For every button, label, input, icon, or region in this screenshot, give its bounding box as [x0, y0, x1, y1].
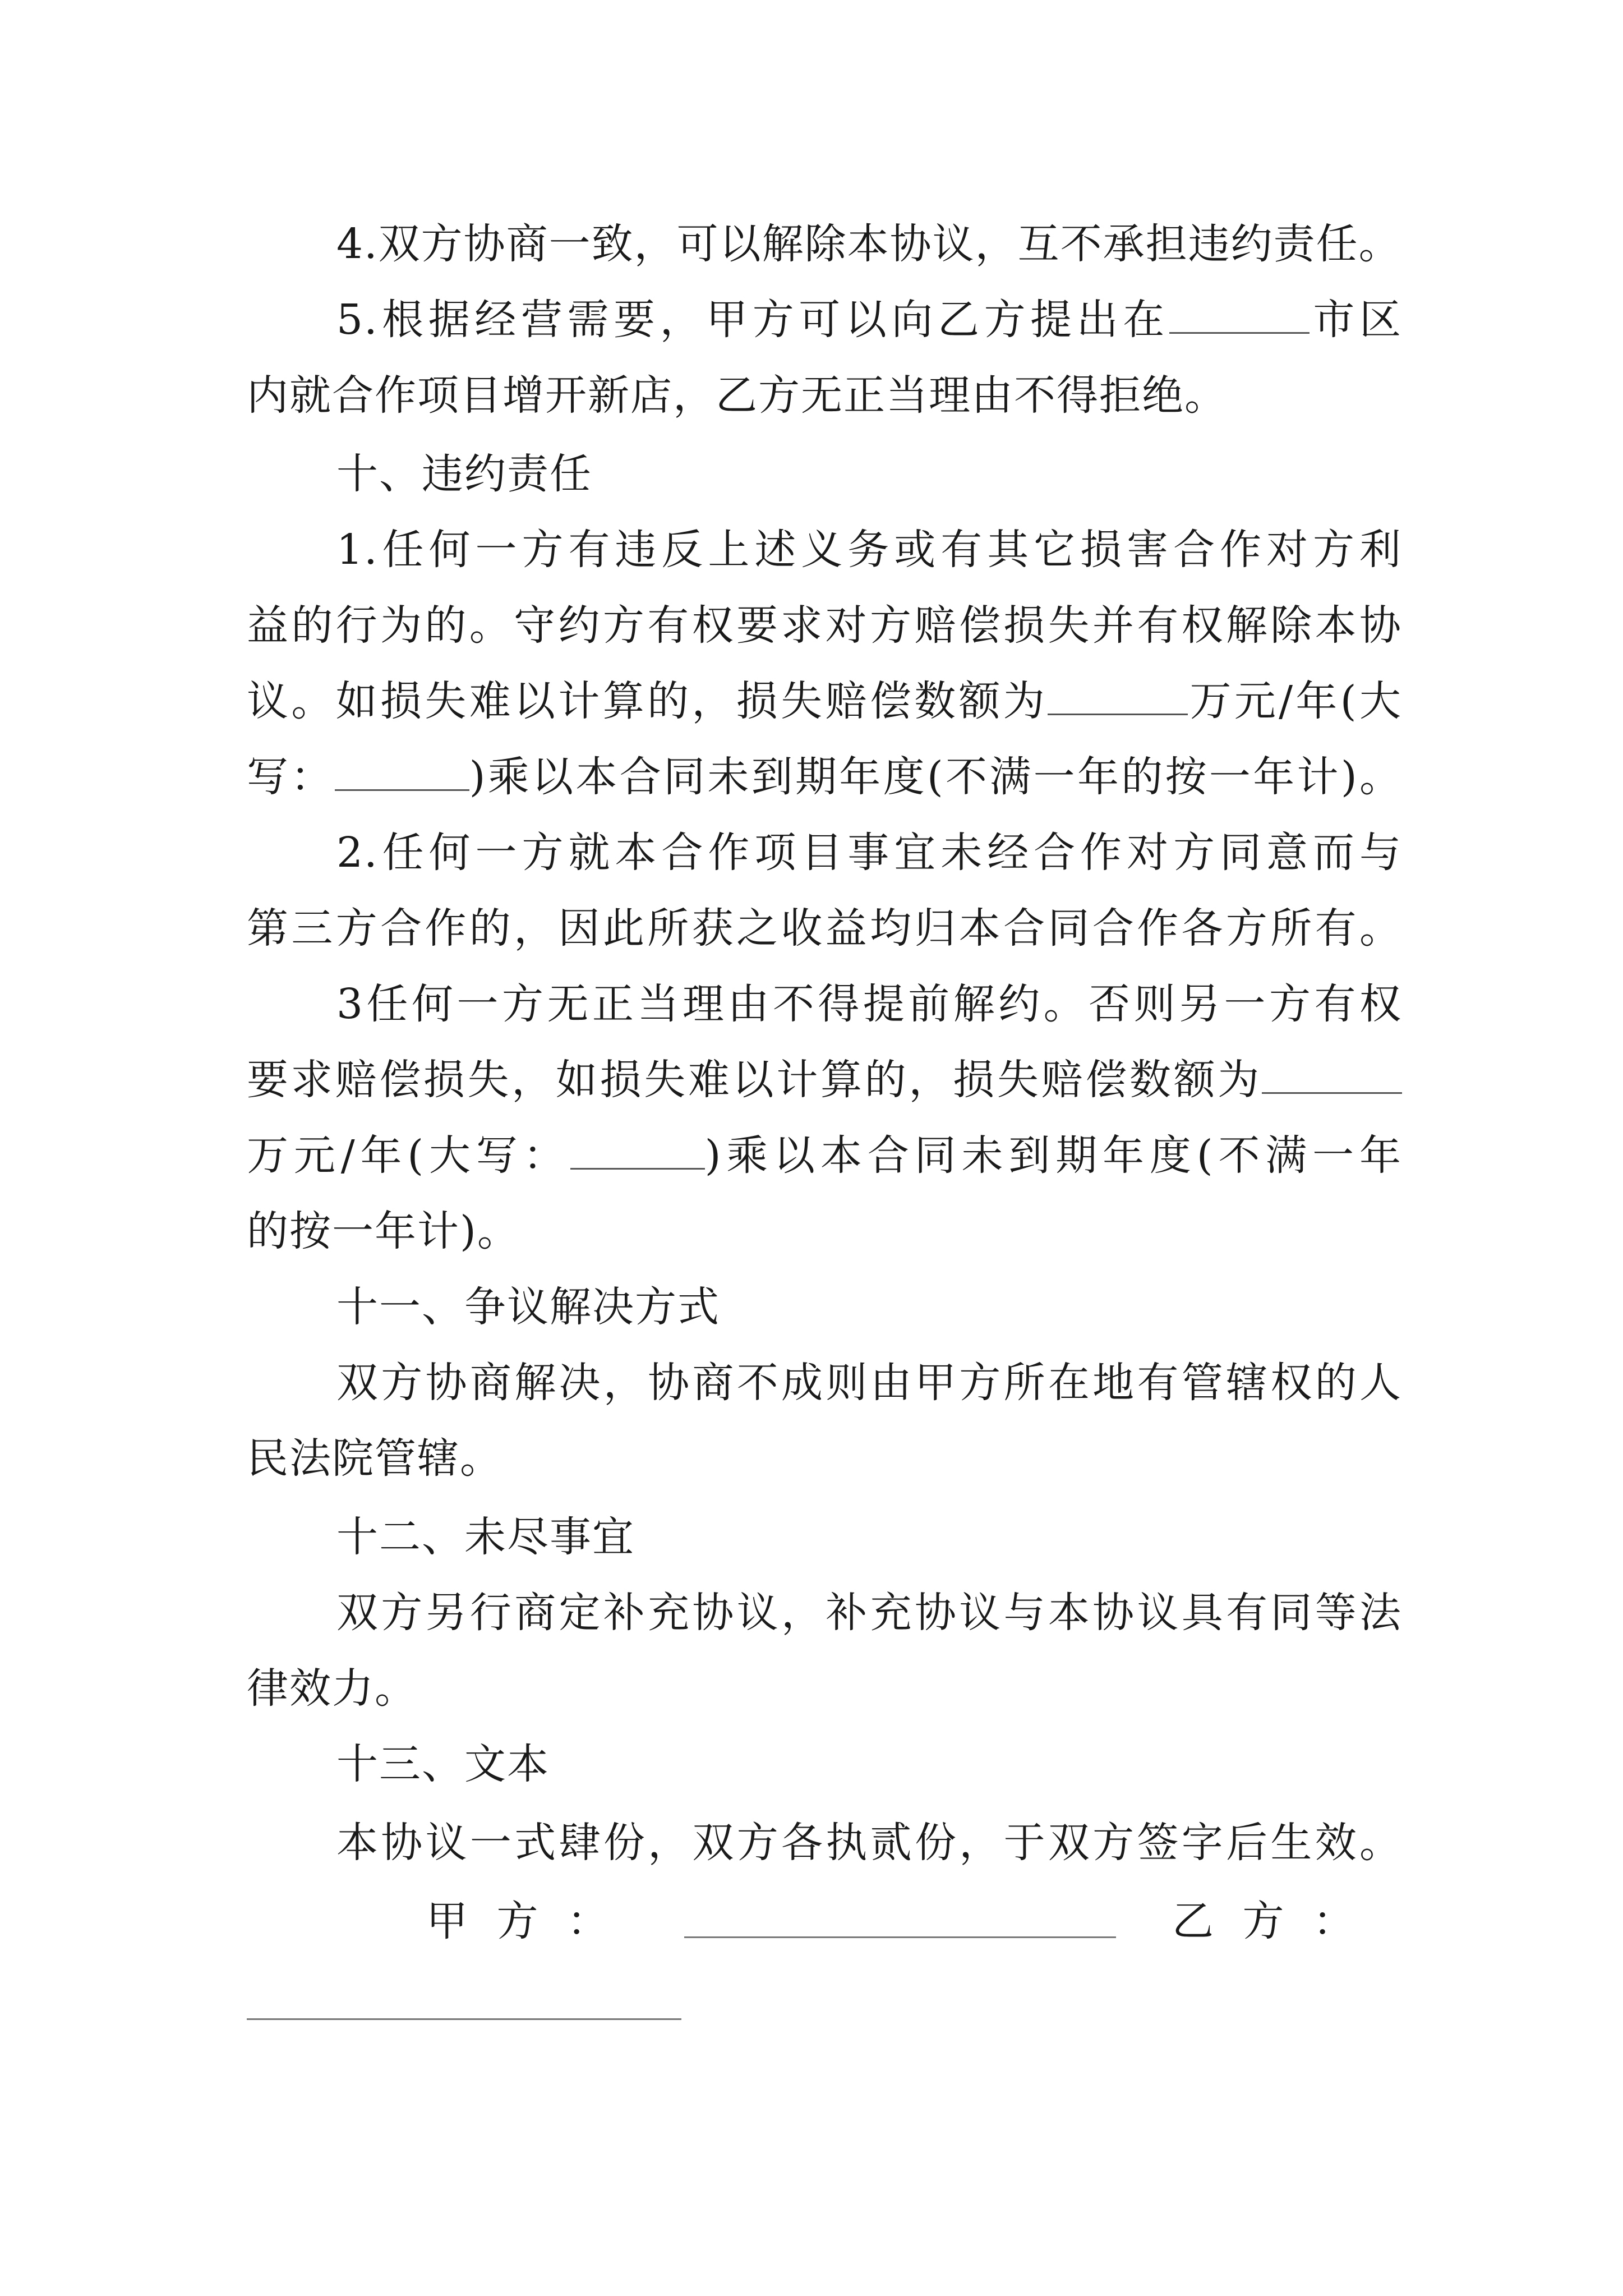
section-heading: 十一、争议解决方式: [336, 1283, 720, 1331]
section-heading-copies: [336, 1733, 1402, 1795]
clause-10-item-3-line-1: [336, 973, 1402, 1035]
clause-text: 民法院管辖。: [247, 1434, 502, 1483]
clause-text: 第三方合作的，因此所获之收益均归本合同合作各方所有。: [247, 904, 1402, 953]
clause-text: 4.双方协商一致，可以解除本协议，互不承担违约责任。: [336, 220, 1401, 268]
clause-9-item-4: [336, 213, 1402, 275]
clause-text: 双方另行商定补充协议，补充协议与本协议具有同等法: [336, 1589, 1402, 1637]
fill-blank-amount-in-words[interactable]: [335, 754, 469, 791]
clause-text: 本协议一式肆份，双方各执贰份，于双方签字后生效。: [336, 1819, 1402, 1867]
clause-10-item-3-line-2: [247, 1049, 1402, 1111]
clause-text: 市区: [1309, 296, 1402, 344]
section-heading-breach-liability: [336, 443, 1402, 505]
clause-text: )乘以本合同未到期年度(不满一年: [704, 1131, 1402, 1180]
clause-10-item-2-line-2: [247, 898, 1402, 959]
clause-9-item-5-line-1: [336, 289, 1402, 351]
clause-text: 内就合作项目增开新店，乙方无正当理由不得拒绝。: [247, 371, 1227, 420]
clause-text: 律效力。: [247, 1664, 417, 1713]
section-heading: 十二、未尽事宜: [336, 1513, 635, 1561]
clause-text: 万元/年(大写：: [247, 1131, 570, 1180]
section-heading-other-matters: [336, 1506, 1402, 1568]
party-a-signature-line[interactable]: [684, 1936, 1116, 1938]
clause-text: 5.根据经营需要，甲方可以向乙方提出在: [336, 296, 1169, 344]
clause-10-item-1-line-1: [336, 519, 1402, 581]
fill-blank-city[interactable]: [1169, 297, 1310, 334]
clause-13-line-1: [336, 1812, 1402, 1874]
clause-10-item-1-line-4: [247, 746, 1402, 808]
section-heading: 十三、文本: [336, 1740, 550, 1788]
clause-text: 1.任何一方有违反上述义务或有其它损害合作对方利: [336, 526, 1402, 574]
clause-10-item-1-line-2: [247, 595, 1402, 656]
section-heading-dispute-resolution: [336, 1276, 1402, 1338]
clause-10-item-2-line-1: [336, 822, 1402, 884]
clause-text: 要求赔偿损失，如损失难以计算的，损失赔偿数额为: [247, 1056, 1262, 1104]
clause-12-line-2: [247, 1658, 1402, 1719]
clause-text: 2.任何一方就本合作项目事宜未经合作对方同意而与: [336, 829, 1402, 877]
party-b-signature-line[interactable]: [247, 2018, 681, 2020]
section-heading: 十、违约责任: [336, 450, 592, 498]
clause-text: 双方协商解决，协商不成则由甲方所在地有管辖权的人: [336, 1359, 1402, 1407]
party-b-label: 乙 方 ：: [1172, 1897, 1355, 1945]
clause-9-item-5-line-2: [247, 365, 1402, 426]
clause-11-line-1: [336, 1352, 1402, 1414]
clause-text: )乘以本合同未到期年度(不满一年的按一年计)。: [469, 753, 1403, 801]
clause-text: 万元/年(大: [1188, 677, 1402, 725]
clause-10-item-3-line-4: [247, 1200, 1402, 1262]
clause-text: 写：: [247, 753, 335, 801]
clause-10-item-3-line-3: [247, 1125, 1402, 1186]
fill-blank-amount[interactable]: [1048, 679, 1188, 715]
clause-12-line-1: [336, 1582, 1402, 1644]
clause-text: 的按一年计)。: [247, 1207, 520, 1255]
fill-blank-amount-in-words[interactable]: [570, 1133, 705, 1170]
clause-text: 3任何一方无正当理由不得提前解约。否则另一方有权: [336, 980, 1402, 1028]
fill-blank-amount[interactable]: [1262, 1057, 1402, 1094]
clause-text: 益的行为的。守约方有权要求对方赔偿损失并有权解除本协: [247, 601, 1402, 650]
party-a-label: 甲 方 ：: [426, 1897, 609, 1945]
clause-11-line-2: [247, 1428, 1402, 1489]
clause-10-item-1-line-3: [247, 670, 1402, 732]
clause-text: 议。如损失难以计算的，损失赔偿数额为: [247, 677, 1048, 725]
